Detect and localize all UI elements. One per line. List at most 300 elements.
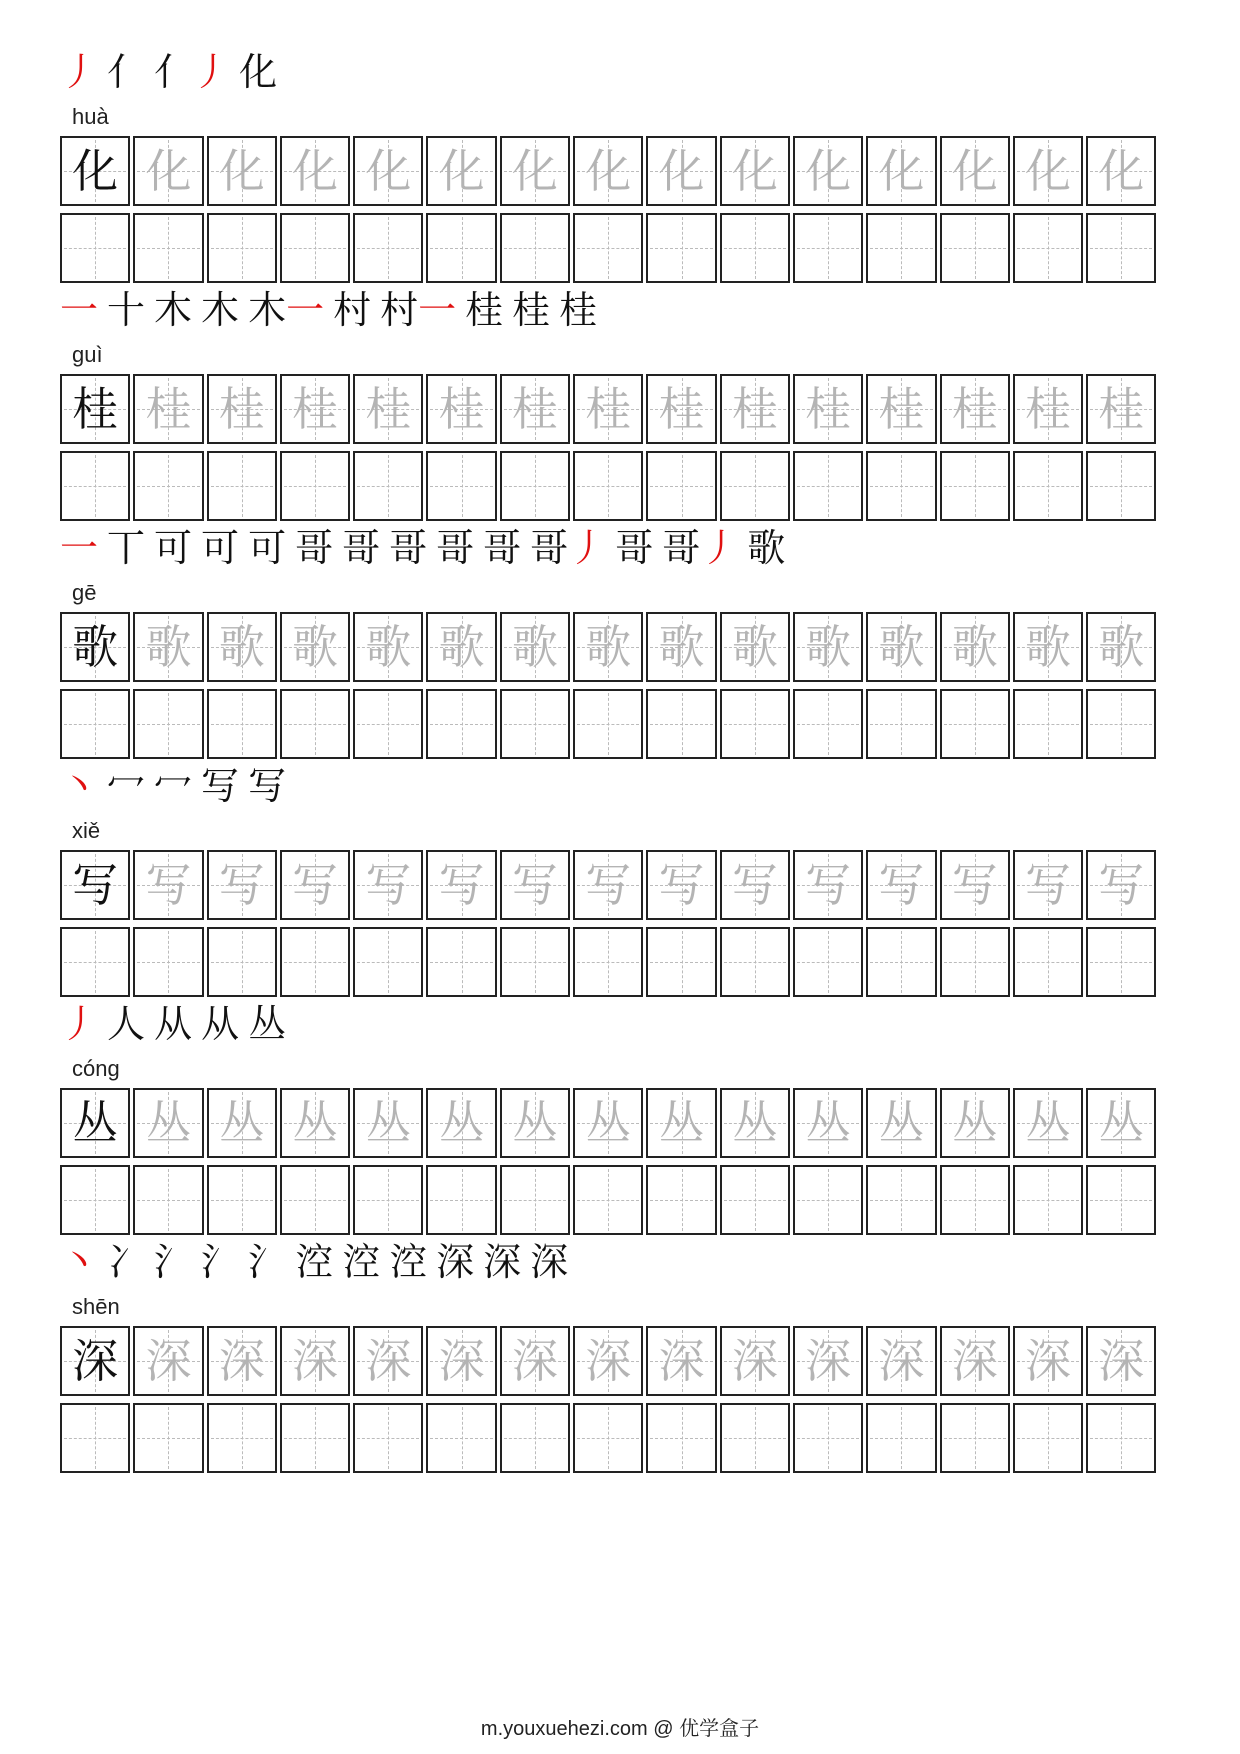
- stroke-step: 木: [154, 288, 193, 332]
- stroke-order-sequence: [60, 1230, 577, 1294]
- model-character: 桂: [72, 382, 119, 436]
- trace-character: 歌: [731, 620, 778, 674]
- pinyin-label: shēn: [72, 1294, 120, 1319]
- blank-grid-cell[interactable]: [60, 451, 130, 521]
- stroke-step: 桂: [512, 288, 551, 332]
- tian-grid-cell: [60, 374, 130, 444]
- blank-grid-cell[interactable]: [207, 1165, 277, 1235]
- stroke-step: 哥: [615, 526, 654, 570]
- blank-grid-cell[interactable]: [720, 213, 790, 283]
- blank-grid-cell[interactable]: [866, 689, 936, 759]
- blank-grid-cell[interactable]: [280, 927, 350, 997]
- blank-grid-cell[interactable]: [280, 689, 350, 759]
- tian-grid-cell: [426, 1326, 496, 1396]
- trace-character: 歌: [951, 620, 998, 674]
- stroke-step: 歌: [747, 526, 786, 570]
- blank-grid-cell[interactable]: [426, 1403, 496, 1473]
- blank-grid-cell[interactable]: [866, 1403, 936, 1473]
- stroke-step: 氵: [201, 1240, 240, 1284]
- footer-credit: m.youxuehezi.com @ 优学盒子: [480, 1718, 760, 1740]
- blank-grid-cell[interactable]: [353, 213, 423, 283]
- tian-grid-cell: [207, 612, 277, 682]
- tian-grid-cell: [646, 612, 716, 682]
- blank-grid-cell[interactable]: [60, 213, 130, 283]
- blank-grid-cell[interactable]: [1013, 213, 1083, 283]
- trace-character: 歌: [365, 620, 412, 674]
- blank-grid-cell[interactable]: [133, 213, 203, 283]
- stroke-step: [60, 992, 98, 1056]
- stroke-step: 亻: [107, 50, 146, 94]
- blank-grid-cell[interactable]: [940, 1165, 1010, 1235]
- stroke-step: 冖: [154, 764, 193, 808]
- tian-grid-cell: [866, 136, 936, 206]
- trace-character: 桂: [218, 382, 265, 436]
- blank-grid-cell[interactable]: [1086, 689, 1156, 759]
- stroke-step: 木一: [248, 288, 325, 332]
- tian-grid-cell: [1086, 1326, 1156, 1396]
- trace-row: [60, 850, 1156, 920]
- tian-grid-cell: [60, 1326, 130, 1396]
- tian-grid-cell: [280, 850, 350, 920]
- stroke-step: 十: [107, 288, 146, 332]
- blank-grid-cell[interactable]: [353, 1165, 423, 1235]
- tian-grid-cell: [940, 136, 1010, 206]
- pinyin-label: huà: [72, 104, 109, 129]
- new-stroke: 丿: [700, 526, 739, 570]
- trace-character: 丛: [218, 1096, 265, 1150]
- trace-character: 写: [145, 858, 192, 912]
- blank-grid-cell[interactable]: [866, 927, 936, 997]
- trace-character: 丛: [878, 1096, 925, 1150]
- blank-grid-cell[interactable]: [207, 213, 277, 283]
- trace-row: [60, 374, 1156, 444]
- blank-grid-cell[interactable]: [353, 927, 423, 997]
- trace-row: [60, 1088, 1156, 1158]
- tian-grid-cell: [793, 1088, 863, 1158]
- blank-grid-cell[interactable]: [1086, 927, 1156, 997]
- blank-grid-cell[interactable]: [646, 689, 716, 759]
- tian-grid-cell: [866, 1088, 936, 1158]
- blank-grid-cell[interactable]: [353, 451, 423, 521]
- blank-grid-cell[interactable]: [573, 451, 643, 521]
- trace-character: 桂: [365, 382, 412, 436]
- trace-character: 丛: [1098, 1096, 1145, 1150]
- blank-grid-cell[interactable]: [1013, 927, 1083, 997]
- tian-grid-cell: [940, 1326, 1010, 1396]
- blank-grid-cell[interactable]: [60, 927, 130, 997]
- blank-grid-cell[interactable]: [207, 689, 277, 759]
- tian-grid-cell: [133, 374, 203, 444]
- trace-character: 丛: [951, 1096, 998, 1150]
- tian-grid-cell: [1086, 612, 1156, 682]
- tian-grid-cell: [426, 1088, 496, 1158]
- trace-character: 桂: [1098, 382, 1145, 436]
- stroke-order-sequence: [60, 754, 295, 818]
- trace-character: 桂: [438, 382, 485, 436]
- trace-character: 深: [658, 1334, 705, 1388]
- tian-grid-cell: [940, 612, 1010, 682]
- blank-grid-cell[interactable]: [500, 213, 570, 283]
- blank-grid-cell[interactable]: [280, 1403, 350, 1473]
- tian-grid-cell: [793, 850, 863, 920]
- blank-grid-cell[interactable]: [353, 1403, 423, 1473]
- stroke-step: 哥: [483, 526, 522, 570]
- blank-grid-cell[interactable]: [793, 927, 863, 997]
- stroke-step: 涳: [342, 1240, 381, 1284]
- blank-grid-cell[interactable]: [646, 1403, 716, 1473]
- blank-grid-cell[interactable]: [646, 927, 716, 997]
- trace-character: 写: [438, 858, 485, 912]
- trace-character: 写: [292, 858, 339, 912]
- stroke-step: 桂: [559, 288, 598, 332]
- stroke-step: 氵: [248, 1240, 287, 1284]
- blank-grid-cell[interactable]: [426, 927, 496, 997]
- tian-grid-cell: [207, 1088, 277, 1158]
- tian-grid-cell: [720, 1088, 790, 1158]
- new-stroke: 丿: [192, 50, 231, 94]
- blank-grid-cell[interactable]: [573, 689, 643, 759]
- blank-grid-cell[interactable]: [793, 213, 863, 283]
- blank-grid-cell[interactable]: [720, 689, 790, 759]
- stroke-step: 木: [201, 288, 240, 332]
- tian-grid-cell: [353, 374, 423, 444]
- blank-grid-cell[interactable]: [500, 1403, 570, 1473]
- blank-grid-cell[interactable]: [1013, 1165, 1083, 1235]
- stroke-step: 写: [248, 764, 287, 808]
- tian-grid-cell: [866, 612, 936, 682]
- blank-grid-cell[interactable]: [426, 1165, 496, 1235]
- trace-character: 化: [365, 144, 412, 198]
- trace-character: 深: [511, 1334, 558, 1388]
- blank-grid-cell[interactable]: [1013, 451, 1083, 521]
- pinyin-label: gē: [72, 580, 97, 605]
- blank-grid-cell[interactable]: [133, 451, 203, 521]
- stroke-step: 可: [248, 526, 287, 570]
- trace-character: 丛: [292, 1096, 339, 1150]
- blank-grid-cell[interactable]: [573, 927, 643, 997]
- tian-grid-cell: [60, 850, 130, 920]
- blank-grid-cell[interactable]: [500, 1165, 570, 1235]
- stroke-step: 深: [530, 1240, 569, 1284]
- blank-grid-cell[interactable]: [500, 451, 570, 521]
- trace-character: 歌: [878, 620, 925, 674]
- blank-grid-cell[interactable]: [720, 927, 790, 997]
- trace-row: [60, 136, 1156, 206]
- trace-character: 深: [951, 1334, 998, 1388]
- trace-character: 化: [511, 144, 558, 198]
- stroke-step: 哥丿: [662, 526, 739, 570]
- blank-grid-cell[interactable]: [573, 213, 643, 283]
- pinyin-label: guì: [72, 342, 103, 367]
- tian-grid-cell: [646, 136, 716, 206]
- stroke-step: 丛: [248, 1002, 287, 1046]
- blank-grid-cell[interactable]: [426, 689, 496, 759]
- tian-grid-cell: [1086, 374, 1156, 444]
- tian-grid-cell: [646, 374, 716, 444]
- blank-grid-cell[interactable]: [646, 213, 716, 283]
- tian-grid-cell: [793, 1326, 863, 1396]
- pinyin-label: xiě: [72, 818, 101, 843]
- stroke-step: 冫: [107, 1240, 146, 1284]
- tian-grid-cell: [500, 850, 570, 920]
- tian-grid-cell: [500, 612, 570, 682]
- tian-grid-cell: [280, 1088, 350, 1158]
- trace-character: 桂: [731, 382, 778, 436]
- blank-grid-cell[interactable]: [793, 451, 863, 521]
- trace-character: 深: [878, 1334, 925, 1388]
- blank-grid-cell[interactable]: [500, 689, 570, 759]
- trace-character: 桂: [805, 382, 852, 436]
- tian-grid-cell: [866, 374, 936, 444]
- trace-character: 桂: [658, 382, 705, 436]
- stroke-step: 深: [483, 1240, 522, 1284]
- blank-grid-cell[interactable]: [646, 451, 716, 521]
- trace-character: 深: [805, 1334, 852, 1388]
- blank-grid-cell[interactable]: [573, 1403, 643, 1473]
- tian-grid-cell: [866, 1326, 936, 1396]
- blank-grid-cell[interactable]: [1086, 213, 1156, 283]
- stroke-step: 可: [201, 526, 240, 570]
- trace-character: 桂: [585, 382, 632, 436]
- tian-grid-cell: [793, 612, 863, 682]
- stroke-step: 从: [154, 1002, 193, 1046]
- new-stroke: 丶: [60, 764, 99, 808]
- blank-grid-cell[interactable]: [280, 1165, 350, 1235]
- tian-grid-cell: [353, 612, 423, 682]
- trace-character: 化: [658, 144, 705, 198]
- tian-grid-cell: [353, 850, 423, 920]
- trace-character: 歌: [585, 620, 632, 674]
- stroke-order-sequence: [60, 278, 606, 342]
- blank-grid-cell[interactable]: [720, 1403, 790, 1473]
- blank-grid-cell[interactable]: [133, 1165, 203, 1235]
- trace-character: 歌: [1025, 620, 1071, 674]
- blank-grid-cell[interactable]: [940, 689, 1010, 759]
- stroke-order-sequence: [60, 992, 295, 1056]
- trace-character: 歌: [511, 620, 558, 674]
- blank-grid-cell[interactable]: [793, 689, 863, 759]
- tian-grid-cell: [720, 1326, 790, 1396]
- tian-grid-cell: [646, 1326, 716, 1396]
- blank-grid-cell[interactable]: [280, 451, 350, 521]
- tian-grid-cell: [720, 850, 790, 920]
- pinyin-label: cóng: [72, 1056, 120, 1081]
- blank-grid-cell[interactable]: [940, 1403, 1010, 1473]
- blank-grid-cell[interactable]: [133, 927, 203, 997]
- trace-character: 化: [218, 144, 265, 198]
- stroke-step: 涳: [295, 1240, 334, 1284]
- tian-grid-cell: [426, 850, 496, 920]
- blank-grid-cell[interactable]: [207, 927, 277, 997]
- practice-row: [60, 1403, 1156, 1473]
- stroke-step: 哥: [389, 526, 428, 570]
- trace-character: 写: [951, 858, 998, 912]
- blank-grid-cell[interactable]: [1013, 689, 1083, 759]
- stroke-step: 冖: [107, 764, 146, 808]
- tian-grid-cell: [500, 1326, 570, 1396]
- blank-grid-cell[interactable]: [60, 1165, 130, 1235]
- trace-character: 丛: [365, 1096, 412, 1150]
- blank-grid-cell[interactable]: [573, 1165, 643, 1235]
- tian-grid-cell: [133, 136, 203, 206]
- trace-character: 丛: [438, 1096, 485, 1150]
- blank-grid-cell[interactable]: [207, 451, 277, 521]
- stroke-step: 村: [333, 288, 372, 332]
- tian-grid-cell: [500, 1088, 570, 1158]
- trace-character: 桂: [145, 382, 192, 436]
- trace-character: 丛: [145, 1096, 192, 1150]
- tian-grid-cell: [573, 1326, 643, 1396]
- stroke-step: 化: [239, 50, 278, 94]
- blank-grid-cell[interactable]: [426, 213, 496, 283]
- tian-grid-cell: [1013, 1088, 1083, 1158]
- stroke-step: [60, 516, 98, 580]
- trace-character: 丛: [511, 1096, 558, 1150]
- stroke-step: 涳: [389, 1240, 428, 1284]
- tian-grid-cell: [940, 1088, 1010, 1158]
- stroke-step: 亻丿: [154, 50, 231, 94]
- trace-character: 深: [1025, 1334, 1071, 1388]
- blank-grid-cell[interactable]: [426, 451, 496, 521]
- trace-character: 化: [1098, 144, 1145, 198]
- blank-grid-cell[interactable]: [500, 927, 570, 997]
- trace-character: 深: [145, 1334, 192, 1388]
- trace-character: 深: [218, 1334, 265, 1388]
- blank-grid-cell[interactable]: [940, 927, 1010, 997]
- tian-grid-cell: [353, 1088, 423, 1158]
- trace-character: 歌: [438, 620, 485, 674]
- trace-character: 桂: [511, 382, 558, 436]
- stroke-step: [60, 1230, 98, 1294]
- tian-grid-cell: [60, 612, 130, 682]
- trace-character: 写: [805, 858, 852, 912]
- blank-grid-cell[interactable]: [60, 1403, 130, 1473]
- tian-grid-cell: [280, 612, 350, 682]
- blank-grid-cell[interactable]: [646, 1165, 716, 1235]
- trace-character: 写: [511, 858, 558, 912]
- stroke-step: 从: [201, 1002, 240, 1046]
- blank-grid-cell[interactable]: [866, 213, 936, 283]
- new-stroke: 丶: [60, 1240, 99, 1284]
- trace-character: 丛: [658, 1096, 705, 1150]
- blank-grid-cell[interactable]: [720, 1165, 790, 1235]
- blank-grid-cell[interactable]: [793, 1403, 863, 1473]
- tian-grid-cell: [133, 850, 203, 920]
- tian-grid-cell: [60, 1088, 130, 1158]
- tian-grid-cell: [646, 850, 716, 920]
- trace-row: [60, 612, 1156, 682]
- trace-character: 化: [878, 144, 925, 198]
- tian-grid-cell: [426, 612, 496, 682]
- practice-row: [60, 213, 1156, 283]
- trace-row: [60, 1326, 1156, 1396]
- tian-grid-cell: [646, 1088, 716, 1158]
- model-character: 化: [72, 144, 119, 198]
- trace-character: 写: [878, 858, 925, 912]
- stroke-step: 哥: [295, 526, 334, 570]
- tian-grid-cell: [720, 612, 790, 682]
- tian-grid-cell: [280, 136, 350, 206]
- tian-grid-cell: [133, 1088, 203, 1158]
- blank-grid-cell[interactable]: [720, 451, 790, 521]
- tian-grid-cell: [500, 136, 570, 206]
- tian-grid-cell: [793, 136, 863, 206]
- trace-character: 化: [145, 144, 192, 198]
- stroke-step: [60, 278, 98, 342]
- trace-character: 深: [292, 1334, 339, 1388]
- blank-grid-cell[interactable]: [866, 1165, 936, 1235]
- blank-grid-cell[interactable]: [940, 213, 1010, 283]
- practice-row: [60, 451, 1156, 521]
- blank-grid-cell[interactable]: [1086, 1165, 1156, 1235]
- blank-grid-cell[interactable]: [940, 451, 1010, 521]
- blank-grid-cell[interactable]: [60, 689, 130, 759]
- stroke-step: [60, 754, 98, 818]
- blank-grid-cell[interactable]: [353, 689, 423, 759]
- trace-character: 歌: [145, 620, 192, 674]
- blank-grid-cell[interactable]: [1086, 451, 1156, 521]
- tian-grid-cell: [1086, 850, 1156, 920]
- trace-character: 深: [731, 1334, 778, 1388]
- tian-grid-cell: [426, 374, 496, 444]
- trace-character: 化: [731, 144, 778, 198]
- stroke-step: 村一: [380, 288, 457, 332]
- trace-character: 丛: [731, 1096, 778, 1150]
- trace-character: 歌: [805, 620, 852, 674]
- trace-character: 化: [585, 144, 632, 198]
- blank-grid-cell[interactable]: [133, 1403, 203, 1473]
- trace-character: 写: [218, 858, 265, 912]
- new-stroke: 丿: [568, 526, 607, 570]
- trace-character: 深: [1098, 1334, 1145, 1388]
- blank-grid-cell[interactable]: [793, 1165, 863, 1235]
- trace-character: 桂: [1025, 382, 1071, 436]
- trace-character: 化: [805, 144, 852, 198]
- new-stroke: 一: [286, 288, 325, 332]
- blank-grid-cell[interactable]: [866, 451, 936, 521]
- blank-grid-cell[interactable]: [133, 689, 203, 759]
- tian-grid-cell: [940, 374, 1010, 444]
- tian-grid-cell: [720, 374, 790, 444]
- trace-character: 深: [438, 1334, 485, 1388]
- tian-grid-cell: [207, 136, 277, 206]
- stroke-step: 写: [201, 764, 240, 808]
- tian-grid-cell: [573, 850, 643, 920]
- trace-character: 歌: [292, 620, 339, 674]
- tian-grid-cell: [793, 374, 863, 444]
- tian-grid-cell: [207, 374, 277, 444]
- blank-grid-cell[interactable]: [1086, 1403, 1156, 1473]
- blank-grid-cell[interactable]: [1013, 1403, 1083, 1473]
- model-character: 写: [72, 858, 119, 912]
- stroke-step: 哥: [436, 526, 475, 570]
- tian-grid-cell: [353, 1326, 423, 1396]
- tian-grid-cell: [207, 850, 277, 920]
- trace-character: 写: [585, 858, 632, 912]
- model-character: 深: [72, 1334, 119, 1388]
- tian-grid-cell: [866, 850, 936, 920]
- trace-character: 写: [365, 858, 412, 912]
- trace-character: 桂: [951, 382, 998, 436]
- stroke-step: 氵: [154, 1240, 193, 1284]
- new-stroke: 一: [60, 288, 99, 332]
- stroke-step: 可: [154, 526, 193, 570]
- blank-grid-cell[interactable]: [280, 213, 350, 283]
- trace-character: 丛: [1025, 1096, 1071, 1150]
- stroke-order-sequence: [60, 40, 286, 104]
- blank-grid-cell[interactable]: [207, 1403, 277, 1473]
- tian-grid-cell: [1013, 612, 1083, 682]
